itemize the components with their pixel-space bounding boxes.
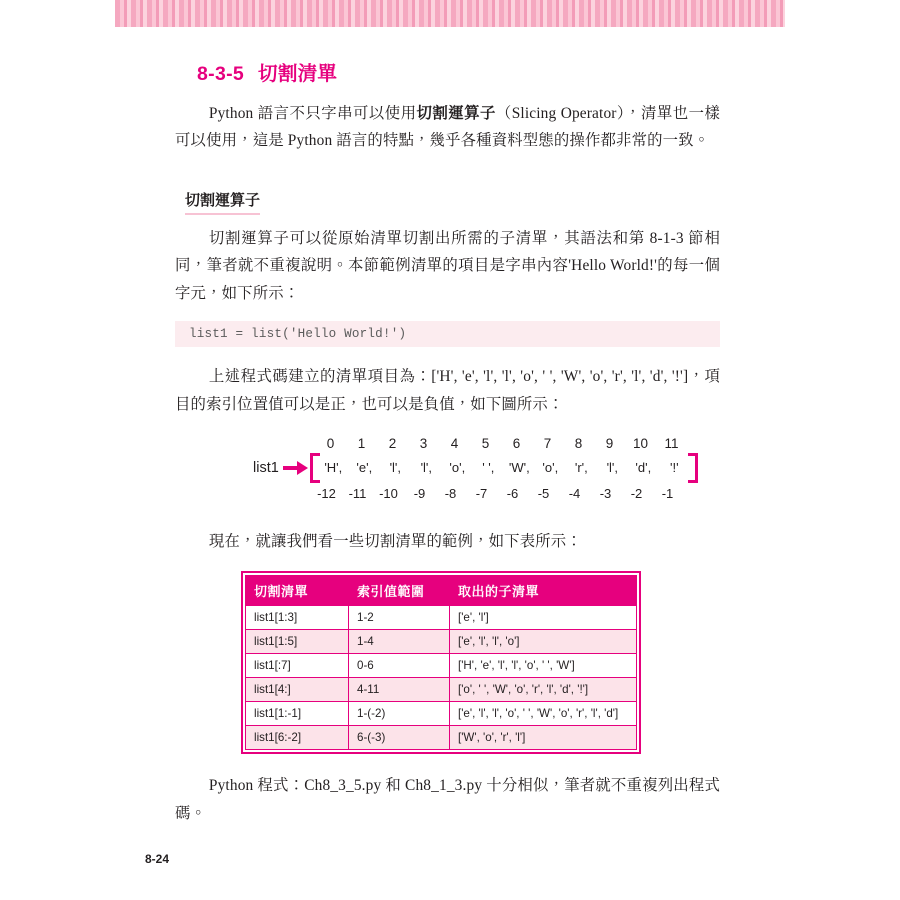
cell-result: ['o', ' ', 'W', 'o', 'r', 'l', 'd', '!'] bbox=[450, 678, 637, 702]
cell-range: 4-11 bbox=[349, 678, 450, 702]
intro-paragraph bbox=[175, 100, 720, 155]
decorative-header-band bbox=[115, 0, 785, 27]
neg-index-6: -6 bbox=[506, 485, 519, 501]
list-bracket-box bbox=[310, 453, 698, 483]
cell-range: 0-6 bbox=[349, 654, 450, 678]
list-item-3: 'l', bbox=[420, 460, 433, 476]
table-header-result: 取出的子清單 bbox=[450, 576, 637, 606]
pos-index-6: 6 bbox=[512, 435, 521, 451]
list-item-5: ' ', bbox=[482, 460, 495, 476]
page-number: 8-24 bbox=[145, 852, 170, 866]
before-table-paragraph: 現在，就讓我們看一些切割清單的範例，如下表所示： bbox=[208, 532, 582, 550]
table-row bbox=[246, 702, 637, 726]
cell-slice: list1[1:3] bbox=[246, 606, 349, 630]
subsection-paragraph: 切割運算子可以從原始清單切割出所需的子清單，其語法和第 8-1-3 節相同，筆者就不重複說明。本節範例清單的項目是字串內容'Hello World!'的每一個字元，如下所示： bbox=[175, 229, 720, 302]
list-item-6: 'W', bbox=[508, 460, 530, 476]
list-index-diagram bbox=[175, 436, 720, 518]
list-item-9: 'l', bbox=[606, 460, 619, 476]
diagram-inner bbox=[253, 436, 698, 501]
table-row bbox=[246, 606, 637, 630]
pos-index-11: 11 bbox=[664, 435, 679, 451]
list-item-0: 'H', bbox=[324, 460, 343, 476]
positive-index-row bbox=[253, 436, 698, 451]
pos-index-9: 9 bbox=[605, 435, 614, 451]
pos-index-1: 1 bbox=[357, 435, 366, 451]
pos-index-3: 3 bbox=[419, 435, 428, 451]
pos-index-0: 0 bbox=[326, 435, 335, 451]
section-title: 切割清單 bbox=[258, 63, 338, 85]
negative-index-row bbox=[253, 486, 698, 501]
neg-index-7: -5 bbox=[537, 485, 550, 501]
neg-index-5: -7 bbox=[475, 485, 488, 501]
cell-slice: list1[4:] bbox=[246, 678, 349, 702]
table-row bbox=[246, 726, 637, 750]
right-arrow-icon bbox=[283, 461, 309, 475]
subsection-heading: 切割運算子 bbox=[185, 189, 260, 215]
slice-examples-table bbox=[245, 575, 637, 750]
table-row bbox=[246, 678, 637, 702]
cell-range: 1-4 bbox=[349, 630, 450, 654]
subsection-heading-wrap bbox=[175, 163, 720, 225]
list-item-11: '!' bbox=[670, 460, 679, 476]
cell-range: 1-(-2) bbox=[349, 702, 450, 726]
cell-slice: list1[1:5] bbox=[246, 630, 349, 654]
cell-result: ['e', 'l', 'l', 'o'] bbox=[450, 630, 637, 654]
list-variable-label: list1 bbox=[253, 459, 279, 476]
neg-index-8: -4 bbox=[568, 485, 581, 501]
cell-slice: list1[1:-1] bbox=[246, 702, 349, 726]
pos-index-10: 10 bbox=[632, 435, 649, 451]
neg-index-1: -11 bbox=[348, 485, 367, 501]
cell-result: ['e', 'l', 'l', 'o', ' ', 'W', 'o', 'r', 'l', 'd'] bbox=[450, 702, 637, 726]
slice-examples-table-wrapper bbox=[241, 571, 641, 754]
pos-index-2: 2 bbox=[388, 435, 397, 451]
after-code-paragraph: 上述程式碼建立的清單項目為：['H', 'e', 'l', 'l', 'o', ' ', 'W', 'o', 'r', 'l', 'd', '!']，項目的索引位置值可以是正，也可以是負值，如下圖所示： bbox=[175, 368, 720, 413]
table-row bbox=[246, 654, 637, 678]
intro-part-1: Python 語言不只字串可以使用 bbox=[208, 105, 417, 122]
intro-part-2: （Slicing Operator），清單也一樣可以使用，這是 Python 語言的特點，幾乎各種資料型態的操作都非常的一致。 bbox=[175, 105, 720, 150]
neg-index-0: -12 bbox=[317, 485, 336, 501]
neg-index-11: -1 bbox=[661, 485, 674, 501]
neg-index-10: -2 bbox=[630, 485, 643, 501]
neg-index-4: -8 bbox=[444, 485, 457, 501]
table-header-row bbox=[246, 576, 637, 606]
pos-index-5: 5 bbox=[481, 435, 490, 451]
cell-slice: list1[:7] bbox=[246, 654, 349, 678]
list-item-7: 'o', bbox=[542, 460, 559, 476]
intro-bold-term: 切割運算子 bbox=[416, 105, 496, 122]
code-block: list1 = list('Hello World!') bbox=[175, 321, 720, 347]
list-item-1: 'e', bbox=[356, 460, 373, 476]
list-item-2: 'l', bbox=[389, 460, 402, 476]
cell-range: 1-2 bbox=[349, 606, 450, 630]
pos-index-8: 8 bbox=[574, 435, 583, 451]
neg-index-9: -3 bbox=[599, 485, 612, 501]
cell-result: ['e', 'l'] bbox=[450, 606, 637, 630]
cell-result: ['H', 'e', 'l', 'l', 'o', ' ', 'W'] bbox=[450, 654, 637, 678]
cell-result: ['W', 'o', 'r', 'l'] bbox=[450, 726, 637, 750]
list-item-10: 'd', bbox=[635, 460, 652, 476]
section-heading bbox=[197, 58, 720, 86]
table-row bbox=[246, 630, 637, 654]
table-header-slice: 切割清單 bbox=[246, 576, 349, 606]
list-item-8: 'r', bbox=[574, 460, 588, 476]
cell-slice: list1[6:-2] bbox=[246, 726, 349, 750]
closing-paragraph: Python 程式：Ch8_3_5.py 和 Ch8_1_3.py 十分相似，筆者就不重複列出程式碼。 bbox=[175, 777, 720, 822]
list-items bbox=[313, 460, 695, 475]
pos-index-7: 7 bbox=[543, 435, 552, 451]
page-content bbox=[175, 50, 720, 835]
table-header-range: 索引值範圍 bbox=[349, 576, 450, 606]
pos-index-4: 4 bbox=[450, 435, 459, 451]
neg-index-3: -9 bbox=[413, 485, 426, 501]
list-item-4: 'o', bbox=[449, 460, 466, 476]
list-line bbox=[253, 453, 698, 483]
cell-range: 6-(-3) bbox=[349, 726, 450, 750]
section-number: 8-3-5 bbox=[197, 63, 245, 85]
neg-index-2: -10 bbox=[379, 485, 398, 501]
